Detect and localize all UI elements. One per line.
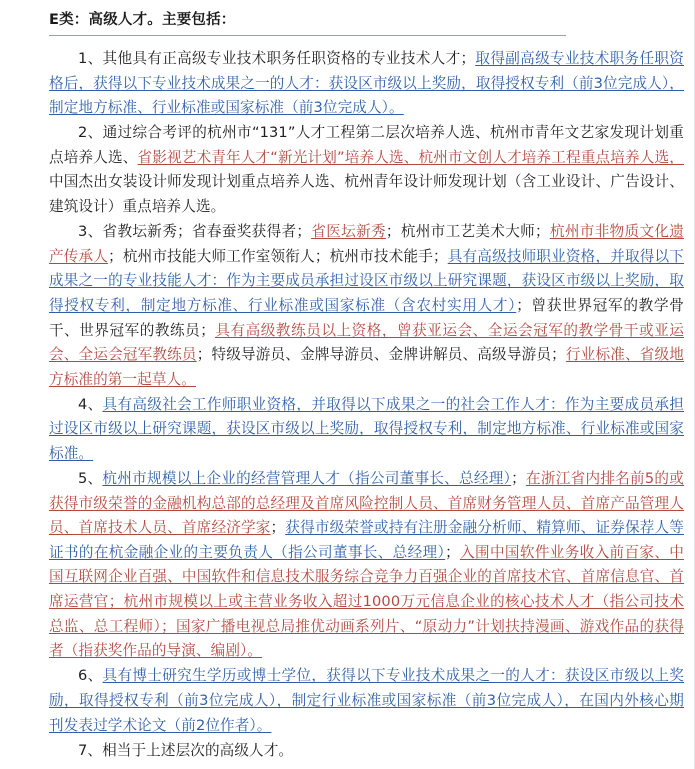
highlight-run-red[interactable]: 具有高级教练员以上资格，曾获亚运会、全运会冠军的教学骨干或亚运会、全运会冠军教练员 xyxy=(49,321,684,364)
highlight-run-blue[interactable]: 取得副高级专业技术职务任职资格后，获得以下专业技术成果之一的人才：获设区市级以上奖励，取得授权专利（前3位完成人），制定地方标准、行业标准或国家标准（前3位完成人）。 xyxy=(49,50,684,117)
text-run: 通过综合考评的杭州市“131”人才工程第二层次培养人选、杭州市青年文艺家发现计划重点培养人选、 xyxy=(49,124,684,166)
text-run: 中国杰出女装设计师发现计划重点培养人选、杭州青年设计师发现计划（含工业设计、广告设计、建筑设计）重点培养人选。 xyxy=(49,173,684,216)
highlight-run-red[interactable]: 在浙江省内排名前5的或获得市级荣誉的金融机构总部的总经理及首席风险控制人员、首席财务管理人员、首席产品管理人员、首席技术人员、首席经济学家 xyxy=(49,470,684,537)
paragraph-2 xyxy=(49,121,686,219)
text-run: ； xyxy=(270,519,286,537)
text-run: 其他具有正高级专业技术职务任职资格的专业技术人才； xyxy=(102,50,476,67)
page-title: E类：高级人才。主要包括： xyxy=(49,12,236,28)
paragraph-3 xyxy=(49,220,686,392)
paragraph-number: 1、 xyxy=(78,50,103,67)
highlight-run-red[interactable]: 入围中国软件业务收入前百家、中国互联网企业百强、中国软件和信息技术服务综合竞争力百强企业的首席技术官、首席信息官、首席运营官；杭州市规模以上或主营业务收入超过1000万元信息企业的核心技术人才（指公司技术总监、总工程师）；国家广播电视总局推优动画系列片、“原动力”计划扶持漫画、游戏作品的获得者（指获奖作品的导演、编剧）。 xyxy=(49,543,684,660)
paragraph-list xyxy=(49,36,686,763)
text-run: ； xyxy=(511,470,526,488)
text-run: ； xyxy=(445,543,460,561)
highlight-run-blue[interactable]: 具有高级技师职业资格，并取得以下成果之一的专业技能人才：作为主要成员承担过设区市级以上研究课题，获设区市级以上奖励，取得授权专利，制定地方标准、行业标准或国家标准（含农村实用人才） xyxy=(49,247,684,314)
paragraph-7 xyxy=(49,739,686,764)
highlight-run-red[interactable]: 杭州市非物质文化遗产传承人 xyxy=(49,223,684,265)
paragraph-number: 2、 xyxy=(78,124,103,142)
paragraph-number: 5、 xyxy=(78,470,103,488)
paragraph-number: 4、 xyxy=(78,395,103,413)
highlight-run-blue[interactable]: 具有高级社会工作师职业资格，并取得以下成果之一的社会工作人才：作为主要成员承担过设区市级以上研究课题，获设区市级以上奖励，取得授权专利，制定地方标准、行业标准或国家标准。 xyxy=(49,395,684,462)
paragraph-1 xyxy=(49,47,686,121)
text-run: ；特级导游员、金牌导游员、金牌讲解员、高级导游员； xyxy=(196,346,566,364)
highlight-run-blue[interactable]: 具有博士研究生学历或博士学位，获得以下专业技术成果之一的人才：获设区市级以上奖励，取得授权专利（前3位完成人），制定行业标准或国家标准（前3位完成人），在国内外核心期刊发表过学术论文（前2位作者）。 xyxy=(49,667,684,734)
paragraph-4 xyxy=(49,393,686,467)
highlight-run-blue[interactable]: 杭州市规模以上企业的经营管理人才（指公司董事长、总经理） xyxy=(102,470,512,488)
paragraph-number: 7、 xyxy=(78,741,103,759)
paragraph-5 xyxy=(49,467,686,664)
paragraph-number: 6、 xyxy=(78,667,103,685)
highlight-run-red[interactable]: 省医坛新秀 xyxy=(311,223,386,241)
text-run: 相当于上述层次的高级人才。 xyxy=(102,741,294,759)
text-run: 省教坛新秀；省春蚕奖获得者； xyxy=(102,223,312,241)
text-run: ；杭州市技能大师工作室领衔人；杭州市技术能手； xyxy=(108,247,448,265)
highlight-run-red[interactable]: 省影视艺术青年人才“新光计划”培养人选、杭州市文创人才培养工程重点培养人选， xyxy=(137,148,684,166)
paragraph-6 xyxy=(49,664,686,738)
text-run: ；杭州市工艺美术大师； xyxy=(385,223,550,241)
highlight-run-blue[interactable]: 获得市级荣誉或持有注册金融分析师、精算师、证券保荐人等证书的在杭金融企业的主要负责人（指公司董事长、总经理） xyxy=(49,519,684,561)
highlight-run-red[interactable]: 行业标准、省级地方标准的第一起草人。 xyxy=(49,346,684,388)
text-run: ；曾获世界冠军的教学骨干、世界冠军的教练员； xyxy=(49,296,684,339)
paragraph-number: 3、 xyxy=(78,223,103,241)
